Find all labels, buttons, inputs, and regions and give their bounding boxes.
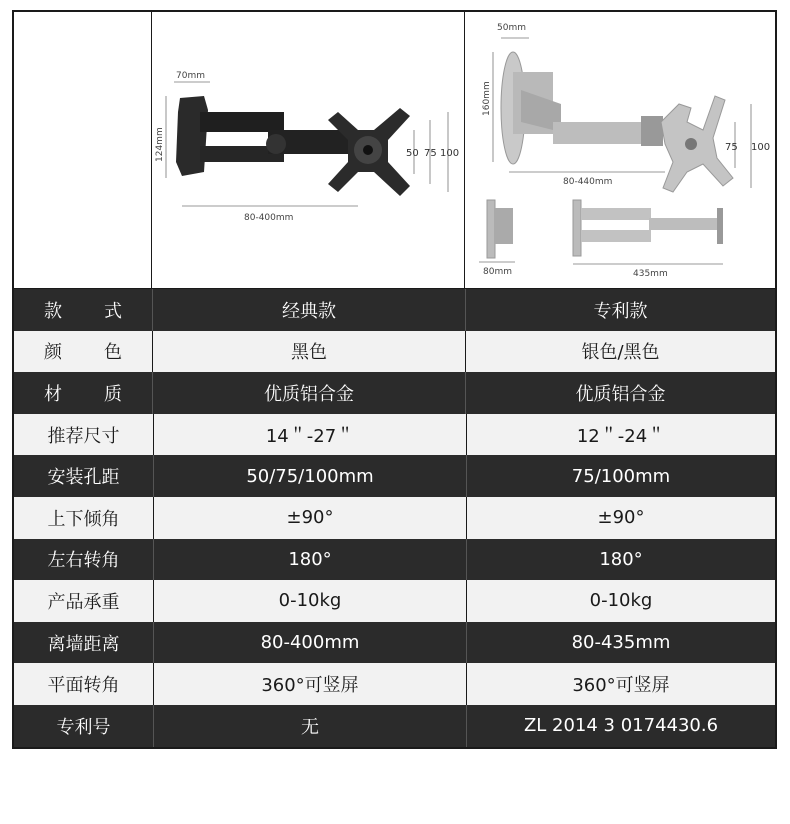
patent-value: 12＂-24＂ <box>576 425 666 447</box>
classic-value: 黑色 <box>153 331 466 373</box>
image-row <box>14 12 775 289</box>
patent-value: 0-10kg <box>589 590 653 612</box>
classic-value: 0-10kg <box>154 580 467 622</box>
spec-label: 左右转角 <box>14 539 154 581</box>
classic-value: 14＂-27＂ <box>154 414 467 456</box>
patent-value: 银色/黑色 <box>581 342 660 364</box>
spec-row <box>14 372 775 414</box>
spec-label-char: 色 <box>104 342 122 364</box>
spec-row <box>14 414 775 456</box>
spec-label-char: 质 <box>104 383 122 405</box>
classic-value: 80-400mm <box>154 622 467 664</box>
classic-value: 360°可竖屏 <box>154 663 467 705</box>
classic-dim-height: 124mm <box>155 127 165 162</box>
spec-row <box>14 663 775 705</box>
patent-value: ±90° <box>597 507 645 529</box>
patent-mount-drawing <box>465 12 775 288</box>
patent-value: 360°可竖屏 <box>572 675 670 697</box>
spec-row <box>14 331 775 373</box>
classic-model-image <box>152 12 465 288</box>
patent-dim-length: 435mm <box>633 269 668 279</box>
patent-vesa-a: 75 <box>725 142 738 153</box>
patent-value: ZL 2014 3 0174430.6 <box>523 715 719 737</box>
spec-row <box>14 705 775 747</box>
spec-row <box>14 497 775 539</box>
spec-label: 安装孔距 <box>14 455 154 497</box>
patent-dim-depth: 80mm <box>483 267 512 277</box>
spec-row <box>14 539 775 581</box>
spec-row <box>14 455 775 497</box>
classic-value: ±90° <box>154 497 467 539</box>
classic-value: 180° <box>154 539 467 581</box>
spec-label: 上下倾角 <box>14 497 154 539</box>
spec-label-char: 颜 <box>44 342 62 364</box>
classic-mount-drawing <box>152 12 464 288</box>
spec-row <box>14 289 775 331</box>
spec-label: 平面转角 <box>14 663 154 705</box>
spec-label-char: 式 <box>104 300 122 322</box>
spec-label: 产品承重 <box>14 580 154 622</box>
spec-label <box>14 289 153 331</box>
spec-label: 离墙距离 <box>14 622 154 664</box>
spec-label <box>14 372 153 414</box>
patent-dim-height: 160mm <box>482 81 492 116</box>
spec-label: 专利号 <box>14 705 154 747</box>
spec-row <box>14 622 775 664</box>
patent-value: 专利款 <box>593 300 648 322</box>
classic-value: 无 <box>154 705 467 747</box>
patent-value: 优质铝合金 <box>575 383 666 405</box>
patent-dim-width: 50mm <box>497 23 526 33</box>
classic-vesa-a: 50 <box>406 148 419 159</box>
classic-value: 经典款 <box>153 289 466 331</box>
classic-value: 50/75/100mm <box>154 455 467 497</box>
classic-dim-reach: 80-400mm <box>244 213 294 223</box>
classic-vesa-c: 100 <box>440 148 460 159</box>
patent-vesa-b: 100 <box>751 142 771 153</box>
patent-value: 75/100mm <box>571 465 671 487</box>
empty-header-cell <box>14 12 152 288</box>
classic-vesa-b: 75 <box>424 148 437 159</box>
classic-dim-width: 70mm <box>176 71 205 81</box>
spec-label <box>14 331 153 373</box>
spec-label: 推荐尺寸 <box>14 414 154 456</box>
classic-value: 优质铝合金 <box>153 372 466 414</box>
patent-model-image <box>465 12 775 288</box>
spec-label-char: 款 <box>44 300 62 322</box>
spec-label-char: 材 <box>44 383 62 405</box>
patent-value: 80-435mm <box>571 632 671 654</box>
spec-rows <box>14 289 775 747</box>
patent-value: 180° <box>599 548 643 570</box>
patent-dim-reach: 80-440mm <box>563 177 613 187</box>
spec-table <box>12 10 777 749</box>
spec-row <box>14 580 775 622</box>
